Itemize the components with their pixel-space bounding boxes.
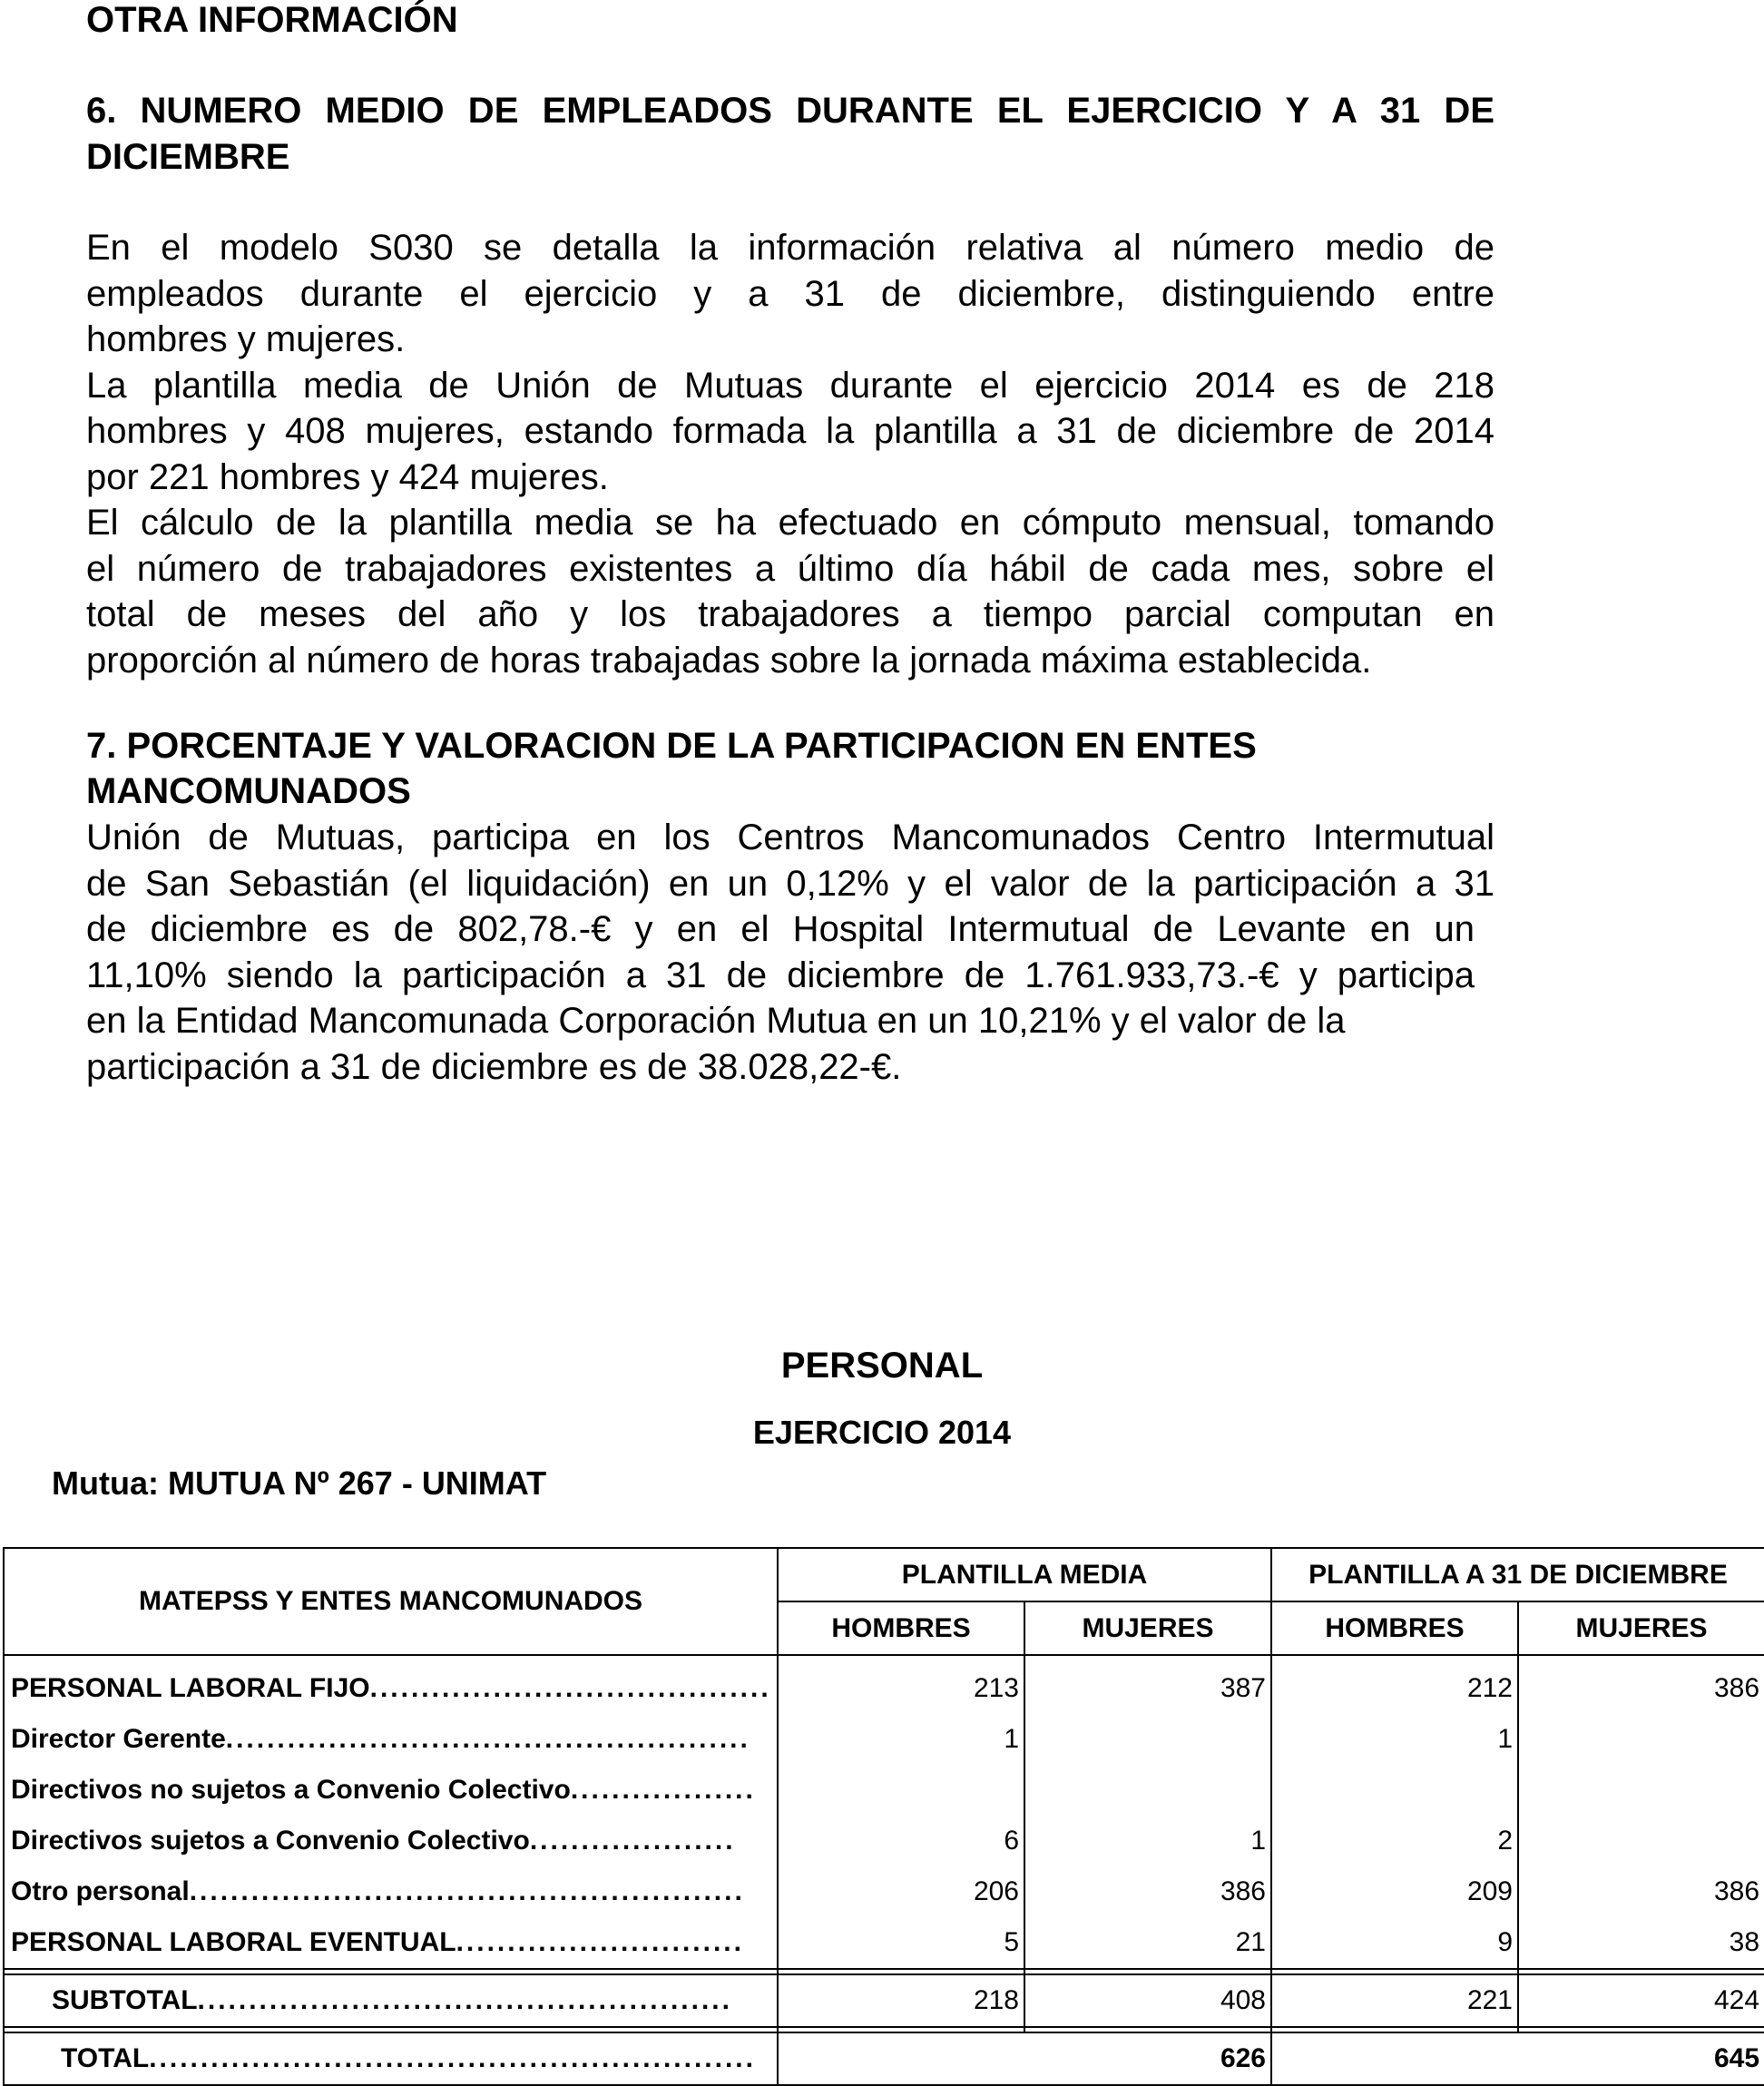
cell-value: 386 <box>1024 1866 1271 1917</box>
row-label-text: PERSONAL LABORAL EVENTUAL <box>11 1927 456 1957</box>
leader-dots: ....................................... <box>369 1673 771 1703</box>
cell-value: 212 <box>1271 1655 1518 1714</box>
cell-value: 38 <box>1518 1917 1764 1969</box>
row-label <box>4 1974 778 2027</box>
section7-body <box>86 815 1494 1090</box>
cell-value: 1 <box>1271 1714 1518 1765</box>
table-row <box>4 1917 1764 1969</box>
row-label <box>4 1714 778 1765</box>
row-label <box>4 1655 778 1714</box>
row-label-text: Director Gerente <box>11 1724 226 1754</box>
row-label-text: Otro personal <box>11 1876 190 1906</box>
mutua-label: Mutua: MUTUA Nº 267 - UNIMAT <box>52 1464 547 1502</box>
cell-value: 2 <box>1271 1816 1518 1866</box>
row-label <box>4 1765 778 1816</box>
row-label <box>4 1866 778 1917</box>
leader-dots: .................................................... <box>197 1985 732 2015</box>
row-label-text: Directivos no sujetos a Convenio Colectivo <box>11 1775 571 1805</box>
personal-title: PERSONAL <box>780 1346 984 1386</box>
cell-value: 221 <box>1271 1974 1518 2027</box>
leader-dots: ...................................................... <box>189 1876 745 1906</box>
cell-value: 209 <box>1271 1866 1518 1917</box>
body-line: hombres y 408 mujeres, estando formada la plantilla a 31 de diciembre de 2014 <box>86 411 1494 451</box>
section6-title-line: DICIEMBRE <box>86 136 290 177</box>
leader-dots: .................. <box>570 1775 756 1805</box>
cell-value: 1 <box>778 1714 1024 1765</box>
row-label <box>4 1816 778 1866</box>
cell-value: 386 <box>1518 1655 1764 1714</box>
leader-dots: .................... <box>529 1826 736 1856</box>
body-line: total de meses del año y los trabajadores a tiempo parcial computan en <box>86 594 1494 634</box>
cell-value <box>1024 1714 1271 1765</box>
body-line: de diciembre es de 802,78.-€ y en el Hospital Intermutual de Levante en un <box>86 909 1475 949</box>
group-header-plantilla-31-dic: PLANTILLA A 31 DE DICIEMBRE <box>1271 1548 1764 1601</box>
subheader-hombres: HOMBRES <box>1271 1601 1518 1655</box>
body-line: hombres y mujeres. <box>86 319 406 359</box>
row-label-text: PERSONAL LABORAL FIJO <box>11 1673 370 1703</box>
cell-value <box>1518 1765 1764 1816</box>
subheader-mujeres: MUJERES <box>1024 1601 1271 1655</box>
leader-dots: ........................................................... <box>149 2043 756 2073</box>
row-label <box>4 1917 778 1969</box>
total-label: TOTAL <box>61 2043 150 2073</box>
row-label-text: Directivos sujetos a Convenio Colectivo <box>11 1826 530 1856</box>
body-line: el número de trabajadores existentes a último día hábil de cada mes, sobre el <box>86 548 1494 589</box>
cell-value <box>1518 1714 1764 1765</box>
body-line: 11,10% siendo la participación a 31 de diciembre de 1.761.933,73.-€ y participa <box>86 955 1475 995</box>
cell-value <box>1024 1765 1271 1816</box>
section6-title-line: 6. NUMERO MEDIO DE EMPLEADOS DURANTE EL EJERCICIO Y A 31 DE <box>86 91 1494 131</box>
section-heading: OTRA INFORMACIÓN <box>86 0 458 40</box>
section6-title <box>86 88 1494 180</box>
cell-value: 9 <box>1271 1917 1518 1969</box>
table-row <box>4 1765 1764 1816</box>
cell-value <box>778 1765 1024 1816</box>
body-line: Unión de Mutuas, participa en los Centros Mancomunados Centro Intermutual <box>86 818 1494 857</box>
cell-value <box>1518 1816 1764 1866</box>
table-header-row <box>4 1548 1764 1601</box>
section7-title-line: 7. PORCENTAJE Y VALORACION DE LA PARTICIPACION EN ENTES <box>86 726 1257 766</box>
total-plantilla-31-dic: 645 <box>1271 2032 1764 2085</box>
table-row <box>4 1655 1764 1714</box>
body-line: por 221 hombres y 424 mujeres. <box>86 456 609 497</box>
subtotal-row <box>4 1974 1764 2027</box>
cell-value: 5 <box>778 1917 1024 1969</box>
group-header-plantilla-media: PLANTILLA MEDIA <box>778 1548 1271 1601</box>
body-line: de San Sebastián (el liquidación) en un 0,12% y el valor de la participación a 31 <box>86 863 1494 904</box>
table-row <box>4 1816 1764 1866</box>
cell-value: 386 <box>1518 1866 1764 1917</box>
leader-dots: ................................................... <box>225 1724 750 1754</box>
body-line: proporción al número de horas trabajadas sobre la jornada máxima establecida. <box>86 640 1372 681</box>
cell-value: 1 <box>1024 1816 1271 1866</box>
cell-value <box>1271 1765 1518 1816</box>
main-header: MATEPSS Y ENTES MANCOMUNADOS <box>4 1548 778 1655</box>
subheader-mujeres: MUJERES <box>1518 1601 1764 1655</box>
subheader-hombres: HOMBRES <box>778 1601 1024 1655</box>
total-plantilla-media: 626 <box>778 2032 1271 2085</box>
cell-value: 408 <box>1024 1974 1271 2027</box>
section6-body <box>86 225 1494 683</box>
personal-table <box>3 1547 1764 2086</box>
leader-dots: ............................ <box>456 1927 744 1957</box>
cell-value: 213 <box>778 1655 1024 1714</box>
body-line: en la Entidad Mancomunada Corporación Mutua en un 10,21% y el valor de la <box>86 1001 1346 1041</box>
cell-value: 206 <box>778 1866 1024 1917</box>
table-row <box>4 1866 1764 1917</box>
section7-title <box>86 723 1465 814</box>
section7-title-line: MANCOMUNADOS <box>86 771 411 811</box>
cell-value: 6 <box>778 1816 1024 1866</box>
body-line: empleados durante el ejercicio y a 31 de diciembre, distinguiendo entre <box>86 273 1494 314</box>
cell-value: 21 <box>1024 1917 1271 1969</box>
table-row <box>4 1714 1764 1765</box>
body-line: En el modelo S030 se detalla la información relativa al número medio de <box>86 228 1494 268</box>
subtotal-label: SUBTOTAL <box>52 1985 198 2015</box>
cell-value: 218 <box>778 1974 1024 2027</box>
cell-value: 387 <box>1024 1655 1271 1714</box>
ejercicio-title: EJERCICIO 2014 <box>752 1414 1012 1451</box>
cell-value: 424 <box>1518 1974 1764 2027</box>
body-line: El cálculo de la plantilla media se ha efectuado en cómputo mensual, tomando <box>86 503 1494 543</box>
total-row <box>4 2032 1764 2085</box>
body-line: La plantilla media de Unión de Mutuas durante el ejercicio 2014 es de 218 <box>86 365 1494 406</box>
row-label <box>4 2032 778 2085</box>
body-line: participación a 31 de diciembre es de 38.028,22-€. <box>86 1046 902 1087</box>
